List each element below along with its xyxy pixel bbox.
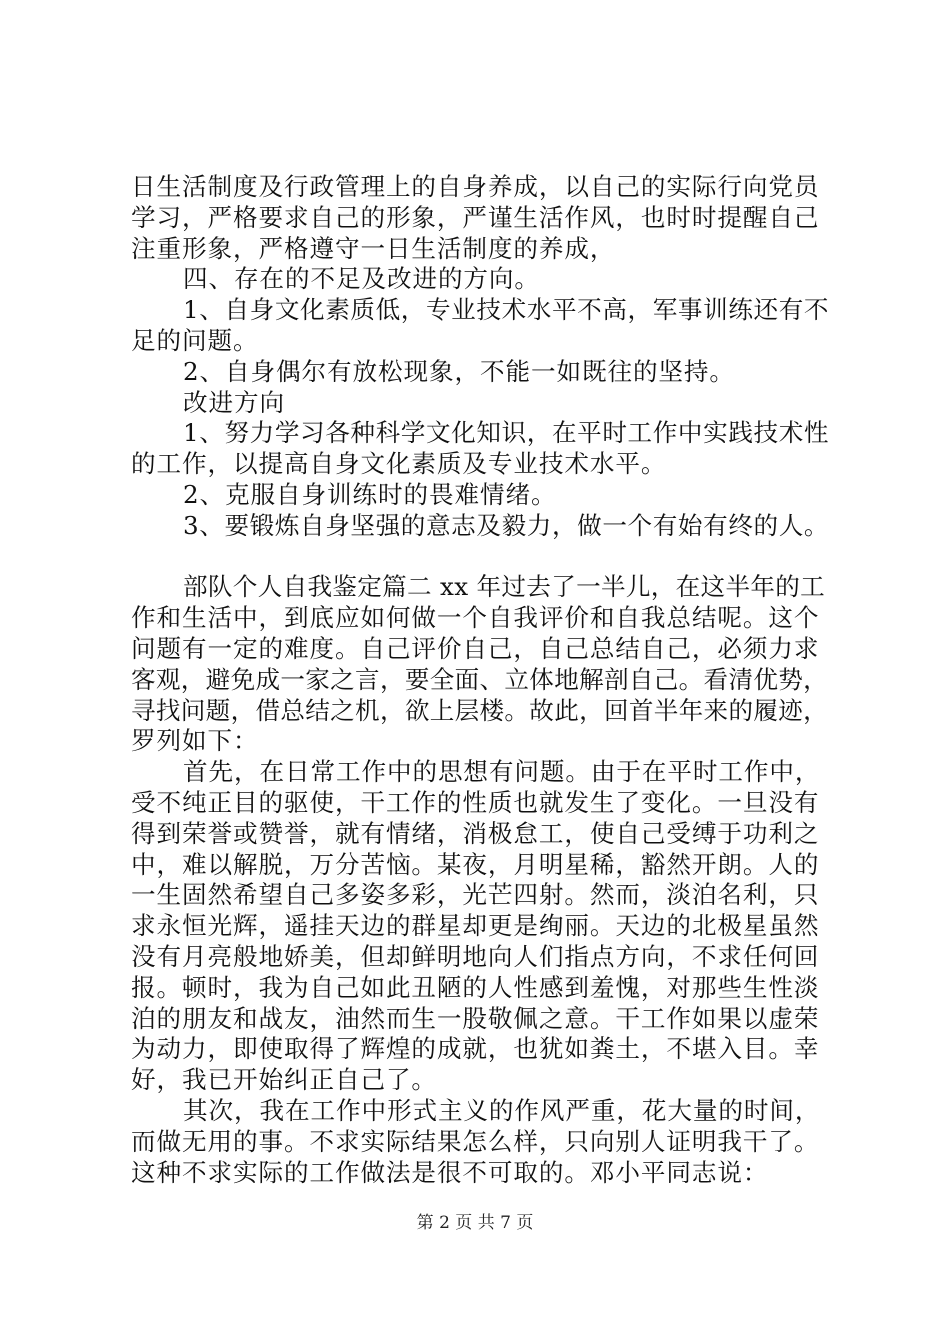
- text-line: 这种不求实际的工作做法是很不可取的。邓小平同志说：: [131, 1157, 769, 1187]
- text-line: 中，难以解脱，万分苦恼。某夜，月明星稀，豁然开朗。人的: [131, 849, 820, 879]
- text-line: 为动力，即使取得了辉煌的成就，也犹如粪土，不堪入目。幸: [131, 1034, 820, 1064]
- text-line: 得到荣誉或赞誉，就有情绪，消极怠工，使自己受缚于功利之: [131, 818, 820, 848]
- text-line: 1、自身文化素质低，专业技术水平不高，军事训练还有不: [183, 295, 830, 325]
- section-heading: 四、存在的不足及改进的方向。: [183, 264, 540, 294]
- text-line: 其次，我在工作中形式主义的作风严重，花大量的时间，: [183, 1095, 821, 1125]
- text-line: 一生固然希望自己多姿多彩，光芒四射。然而，淡泊名利，只: [131, 880, 820, 910]
- text-line: 3、要锻炼自身坚强的意志及毅力，做一个有始有终的人。: [183, 510, 830, 540]
- page-number-footer: 第 2 页 共 7 页: [416, 1213, 534, 1233]
- text-line: 1、努力学习各种科学文化知识，在平时工作中实践技术性: [183, 418, 830, 448]
- section-heading: 改进方向: [183, 387, 285, 417]
- text-line: 客观，避免成一家之言，要全面、立体地解剖自己。看清优势，: [131, 664, 829, 694]
- text-line: 日生活制度及行政管理上的自身养成，以自己的实际行向党员: [131, 172, 820, 201]
- text-line: 罗列如下：: [131, 726, 259, 756]
- text-line: 作和生活中，到底应如何做一个自我评价和自我总结呢。这个: [131, 603, 820, 633]
- paragraph-gap: [131, 542, 831, 573]
- text-line: 求永恒光辉，遥挂天边的群星却更是绚丽。天边的北极星虽然: [131, 911, 820, 941]
- text-line: 部队个人自我鉴定篇二 xx 年过去了一半儿，在这半年的工: [183, 572, 826, 602]
- text-line: 首先，在日常工作中的思想有问题。由于在平时工作中，: [183, 757, 821, 787]
- text-line: 学习，严格要求自己的形象，严谨生活作风，也时时提醒自己: [131, 202, 820, 232]
- text-line: 的工作，以提高自身文化素质及专业技术水平。: [131, 449, 667, 479]
- text-line: 受不纯正目的驱使，干工作的性质也就发生了变化。一旦没有: [131, 787, 820, 817]
- document-body: [131, 172, 831, 1188]
- text-line: 问题有一定的难度。自己评价自己，自己总结自己，必须力求: [131, 633, 820, 663]
- text-line: 2、自身偶尔有放松现象，不能一如既往的坚持。: [183, 356, 735, 386]
- text-line: 2、克服自身训练时的畏难情绪。: [183, 479, 557, 509]
- text-line: 足的问题。: [131, 325, 259, 355]
- text-line: 好，我已开始纠正自己了。: [131, 1065, 437, 1095]
- text-line: 泊的朋友和战友，油然而生一股敬佩之意。干工作如果以虚荣: [131, 1003, 820, 1033]
- text-line: 而做无用的事。不求实际结果怎么样，只向别人证明我干了。: [131, 1126, 820, 1156]
- text-line: 报。顿时，我为自己如此丑陋的人性感到羞愧，对那些生性淡: [131, 972, 820, 1002]
- text-line: 注重形象，严格遵守一日生活制度的养成，: [131, 233, 616, 263]
- text-line: 寻找问题，借总结之机，欲上层楼。故此，回首半年来的履迹，: [131, 695, 829, 725]
- text-line: 没有月亮般地娇美，但却鲜明地向人们指点方向，不求任何回: [131, 941, 820, 971]
